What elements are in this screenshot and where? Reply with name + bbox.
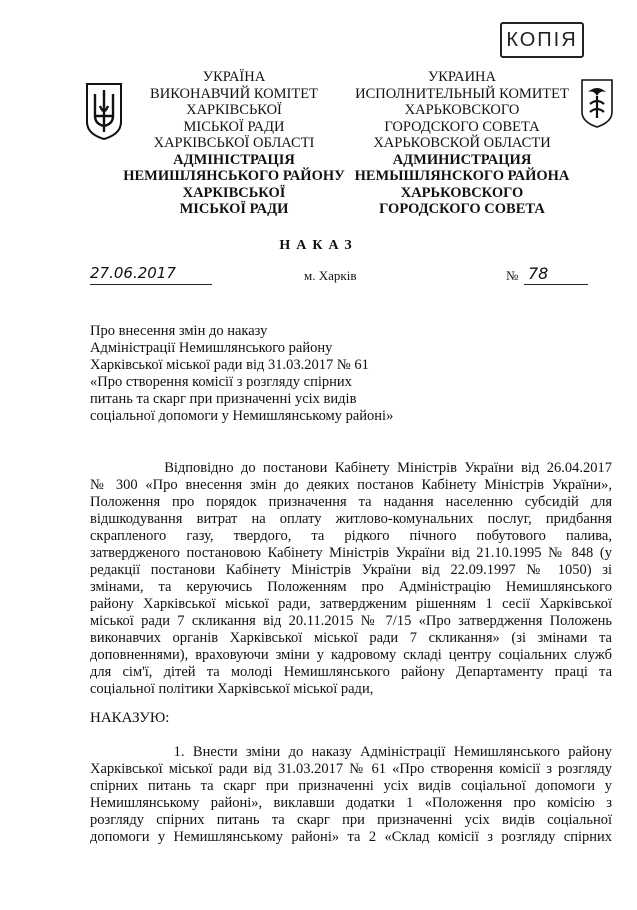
header-ru-line: ГОРОДСКОГО СОВЕТА xyxy=(384,118,540,135)
paragraph-line: міської ради 7 скликання від 20.11.2015 № 7/15 «Про затвердження Положень xyxy=(90,613,612,629)
header-ru-line: ХАРЬКОВСКОЙ ОБЛАСТИ xyxy=(373,135,551,151)
paragraph-line: для сім'ї, дітей та молоді Немишлянського району Департаменту праці та xyxy=(90,664,612,680)
header-ru-bold-line: ГОРОДСКОГО СОВЕТА xyxy=(379,201,545,217)
paragraph-line: розгляду спірних питань та скарг при призначенні усіх видів соціальної xyxy=(90,812,612,828)
paragraph-line: редакції постанови Кабінету Міністрів України від 22.09.1997 № 1050) зі xyxy=(90,562,612,578)
header-ru-bold-line: АДМИНИСТРАЦИЯ xyxy=(392,151,532,168)
paragraph-line: спірних питань та скарг при призначенні усіх видів соціальної допомоги у xyxy=(90,778,612,794)
order-number: 78 xyxy=(524,264,588,285)
order-date: 27.06.2017 xyxy=(90,264,212,285)
header-russian xyxy=(346,69,578,218)
subject-line: соціальної допомоги у Немишлянському районі» xyxy=(90,408,394,424)
header-ua-bold-line: НЕМИШЛЯНСЬКОГО РАЙОНУ xyxy=(123,168,345,184)
header-ua-line: ХАРКІВСЬКОЇ ОБЛАСТІ xyxy=(153,135,315,151)
paragraph-line: Положення про порядок призначення та надання населенню субсидій для xyxy=(90,494,612,510)
order-item-1-paragraph xyxy=(90,744,612,846)
header-ru-line: ХАРЬКОВСКОГО xyxy=(404,102,520,118)
subject-line: питань та скарг при призначенні усіх видів xyxy=(90,391,357,407)
header-ua-bold-line: ХАРКІВСЬКОЇ xyxy=(182,184,286,201)
paragraph-line: змінами, та керуючись Положенням про Адміністрацію Немишлянського xyxy=(90,579,612,595)
kharkiv-city-emblem-icon xyxy=(580,78,614,128)
header-ua-line: ВИКОНАВЧИЙ КОМІТЕТ xyxy=(150,85,318,102)
copy-stamp: КОПІЯ xyxy=(500,22,584,58)
paragraph-line: району Харківської міської ради, затвердженим рішенням 1 сесії Харківської xyxy=(90,596,612,612)
document-type-title: НАКАЗ xyxy=(279,238,358,253)
header-ru-bold-line: НЕМЫШЛЯНСКОГО РАЙОНА xyxy=(354,168,570,184)
paragraph-line: 1. Внести зміни до наказу Адміністрації Немишлянського району xyxy=(90,744,612,760)
preamble-paragraph xyxy=(90,460,612,698)
subject-line: «Про створення комісії з розгляду спірних xyxy=(90,374,352,390)
header-ua-line: ХАРКІВСЬКОЇ xyxy=(186,102,282,118)
paragraph-line: затвердженого постановою Кабінету Міністрів України від 21.10.1995 № 848 (у xyxy=(90,545,612,561)
subject-line: Адміністрації Немишлянського району xyxy=(90,340,333,356)
order-directive-heading: НАКАЗУЮ: xyxy=(90,710,170,726)
header-ru-bold-line: ХАРЬКОВСКОГО xyxy=(400,184,524,201)
order-subject xyxy=(90,323,430,425)
paragraph-line: Відповідно до постанови Кабінету Міністрів України від 26.04.2017 xyxy=(90,460,612,476)
header-ua-bold-line: МІСЬКОЇ РАДИ xyxy=(179,201,289,217)
paragraph-line: Немишлянському районі», виклавши додатки 1 «Положення про комісію з xyxy=(90,795,612,811)
paragraph-line: Харківської міської ради від 31.03.2017 № 61 «Про створення комісії з розгляду xyxy=(90,761,612,777)
paragraph-line: допомоги у Немишлянському районі» та 2 «Склад комісії з розгляду спірних xyxy=(90,829,612,845)
paragraph-line: № 300 «Про внесення змін до деяких постанов Кабінету Міністрів України», xyxy=(90,477,612,493)
header-ru-line: ИСПОЛНИТЕЛЬНЫЙ КОМИТЕТ xyxy=(355,85,569,102)
paragraph-line: виконавчих органів Харківської міської ради 7 скликання» (зі змінами та xyxy=(90,630,612,646)
header-ua-bold-line: АДМІНІСТРАЦІЯ xyxy=(173,151,295,168)
paragraph-line: скрапленого газу, твердого, та рідкого пічного побутового палива, xyxy=(90,528,612,544)
order-city: м. Харків xyxy=(304,268,357,283)
subject-line: Про внесення змін до наказу xyxy=(90,323,268,339)
header-ru-line: УКРАИНА xyxy=(427,69,497,85)
subject-line: Харківської міської ради від 31.03.2017 № 61 xyxy=(90,357,369,373)
paragraph-line: соціальної політики Харківської міської ради, xyxy=(90,681,374,697)
paragraph-line: відшкодування витрат на оплату житлово-комунальних послуг, придбання xyxy=(90,511,612,527)
header-ua-line: УКРАЇНА xyxy=(202,69,266,85)
order-number-label: № xyxy=(506,268,519,283)
paragraph-line: доповненнями), враховуючи зміни у кадровому складі центру соціальних служб xyxy=(90,647,612,663)
header-ua-line: МІСЬКОЇ РАДИ xyxy=(183,118,285,135)
header-ukrainian xyxy=(118,69,350,218)
